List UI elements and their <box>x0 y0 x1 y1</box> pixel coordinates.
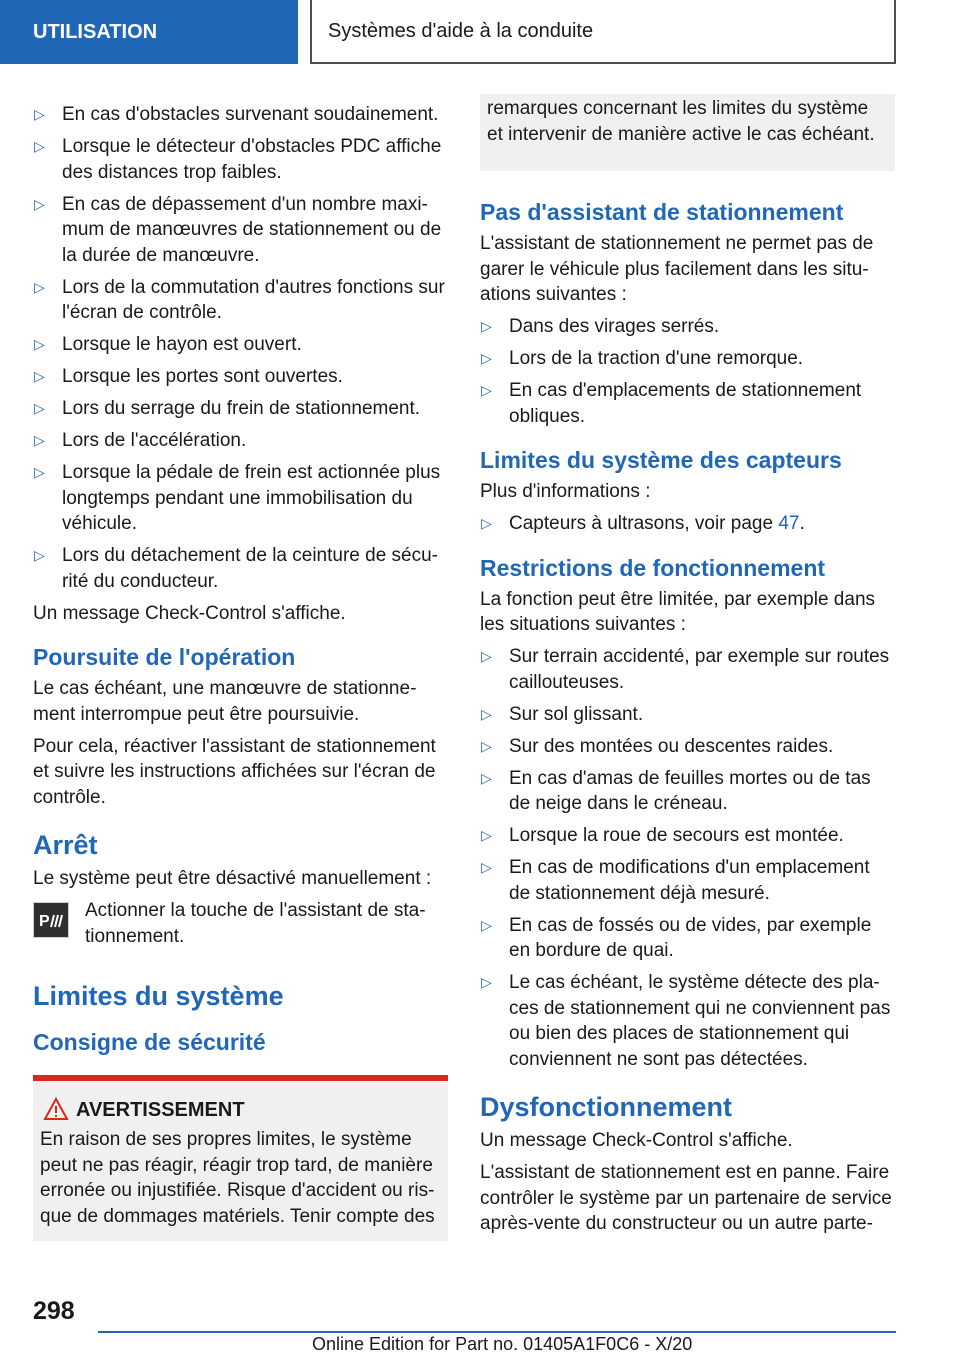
heading-restrictions: Restrictions de fonctionnement <box>480 554 826 581</box>
list-item: ▷ Le cas échéant, le système détecte des pla-ces de stationnement qui ne conviennent pas ou bien des places de stationnement qui conviennent ne sont pas détectées. <box>481 972 891 1070</box>
list-item: ▷ Lorsque la pédale de frein est actionnée plus longtemps pendant une immobilisation du véhicule. <box>34 462 441 534</box>
edition-text: Online Edition for Part no. 01405A1F0C6 - X/20 <box>312 1334 693 1354</box>
list-item: ▷ Sur terrain accidenté, par exemple sur routes caillouteuses. <box>481 646 890 693</box>
bullet-triangle-icon: ▷ <box>34 464 45 480</box>
bullet-triangle-icon: ▷ <box>481 350 492 366</box>
warning-triangle-icon <box>43 1097 69 1121</box>
bullet-triangle-icon: ▷ <box>481 515 492 531</box>
bullet-triangle-icon: ▷ <box>34 400 45 416</box>
paragraph: Le cas échéant, une manœuvre de stationne-ment interrompue peut être poursuivie. <box>33 678 417 725</box>
list-item: ▷ En cas de modifications d'un emplacement de stationnement déjà mesuré. <box>481 857 870 904</box>
warning-title: AVERTISSEMENT <box>40 1097 438 1123</box>
list-item: ▷ En cas d'amas de feuilles mortes ou de tas de neige dans le créneau. <box>481 767 871 814</box>
paragraph: Le système peut être désactivé manuellement : <box>33 868 432 889</box>
chapter-title: Systèmes d'aide à la conduite <box>310 0 896 64</box>
list-item: ▷ Capteurs à ultrasons, voir page 47. <box>480 511 895 537</box>
page-link[interactable]: 47 <box>778 513 800 534</box>
bullet-triangle-icon: ▷ <box>481 318 492 334</box>
heading-capteurs: Limites du système des capteurs <box>480 447 842 473</box>
list-item: ▷ Lorsque le détecteur d'obstacles PDC affiche des distances trop faibles. <box>34 136 442 183</box>
list-item: ▷ Lors de la traction d'une remorque. <box>480 346 895 372</box>
left-column <box>33 102 448 1241</box>
right-column <box>480 98 895 1243</box>
paragraph: Pour cela, réactiver l'assistant de stationnement et suivre les instructions affichées sur l'écran de contrôle. <box>33 735 436 808</box>
button-instruction: P Actionner la touche de l'assistant de sta-tionnement. <box>33 898 448 949</box>
heading-pas-assistant: Pas d'assistant de stationnement <box>480 199 844 225</box>
heading-limites: Limites du système <box>33 981 284 1011</box>
bullet-triangle-icon: ▷ <box>481 916 492 933</box>
list-item: ▷ Lors de l'accélération. <box>33 428 448 454</box>
paragraph: Un message Check-Control s'affiche. <box>480 1130 793 1151</box>
bullet-triangle-icon: ▷ <box>34 278 45 295</box>
heading-dysfonctionnement: Dysfonctionnement <box>480 1092 733 1122</box>
cancel-conditions-list <box>33 102 448 594</box>
list-item: ▷ Lorsque les portes sont ouvertes. <box>33 364 448 390</box>
note-continued: remarques concernant les limites du système et intervenir de manière active le cas échéant. <box>480 94 895 171</box>
list-item: ▷ Dans des virages serrés. <box>480 314 895 340</box>
bullet-triangle-icon: ▷ <box>34 195 45 212</box>
bullet-triangle-icon: ▷ <box>34 138 45 154</box>
parking-assistant-button-icon <box>33 902 69 938</box>
svg-text:P: P <box>39 913 50 930</box>
page-number: 298 <box>33 1297 75 1325</box>
list-item: ▷ Lors de la commutation d'autres fonctions sur l'écran de contrôle. <box>34 276 445 323</box>
list-item: ▷ En cas d'obstacles survenant soudainement. <box>33 102 448 128</box>
list-item: ▷ Lors du détachement de la ceinture de sécu-rité du conducteur. <box>34 545 439 592</box>
heading-arret: Arrêt <box>33 830 98 860</box>
bullet-triangle-icon: ▷ <box>34 106 45 122</box>
warning-box <box>33 1075 448 1241</box>
bullet-triangle-icon: ▷ <box>481 705 492 722</box>
bullet-triangle-icon: ▷ <box>34 432 45 448</box>
bullet-triangle-icon: ▷ <box>34 336 45 352</box>
bullet-triangle-icon: ▷ <box>481 974 492 990</box>
paragraph: La fonction peut être limitée, par exemple dans les situations suivantes : <box>480 588 876 635</box>
check-control-text: Un message Check-Control s'affiche. <box>33 602 346 624</box>
list-item: ▷ Sur sol glissant. <box>480 702 895 728</box>
list-item: ▷ En cas de dépassement d'un nombre maxi-mum de manœuvres de stationnement ou de la durée de manœuvre. <box>34 193 442 266</box>
warning-text: En raison de ses propres limites, le système peut ne pas réagir, réagir trop tard, de manière erronée ou injustifiée. Risque d'accident ou ris-que de dommages matériels. Tenir compte des <box>40 1129 435 1227</box>
bullet-triangle-icon: ▷ <box>34 547 45 563</box>
list-item: ▷ Lorsque le hayon est ouvert. <box>33 332 448 358</box>
footer-divider <box>98 1331 896 1333</box>
sensor-ref-list <box>480 511 895 537</box>
bullet-triangle-icon: ▷ <box>481 648 492 664</box>
list-item: ▷ Lorsque la roue de secours est montée. <box>480 823 895 849</box>
paragraph: L'assistant de stationnement est en panne. Faire contrôler le système par un partenaire de service après-vente du constructeur ou un autre parte- <box>480 1162 892 1234</box>
bullet-triangle-icon: ▷ <box>481 769 492 786</box>
paragraph: Plus d'informations : <box>480 481 651 502</box>
list-item: ▷ En cas d'emplacements de stationnement obliques. <box>481 380 862 427</box>
bullet-triangle-icon: ▷ <box>481 382 492 398</box>
list-item: ▷ Sur des montées ou descentes raides. <box>480 734 895 760</box>
list-item: ▷ Lors du serrage du frein de stationnement. <box>33 396 448 422</box>
section-tab: UTILISATION <box>0 0 298 64</box>
subheading-consigne: Consigne de sécurité <box>33 1029 266 1055</box>
bullet-triangle-icon: ▷ <box>481 827 492 843</box>
bullet-triangle-icon: ▷ <box>34 368 45 384</box>
paragraph: L'assistant de stationnement ne permet pas de garer le véhicule plus facilement dans les situ-ations suivantes : <box>480 233 874 305</box>
heading-poursuite: Poursuite de l'opération <box>33 644 296 670</box>
restrictions-list <box>480 644 895 1072</box>
bullet-triangle-icon: ▷ <box>481 737 492 754</box>
bullet-triangle-icon: ▷ <box>481 859 492 875</box>
no-assistant-list <box>480 314 895 429</box>
list-item: ▷ En cas de fossés ou de vides, par exemple en bordure de quai. <box>481 914 872 961</box>
